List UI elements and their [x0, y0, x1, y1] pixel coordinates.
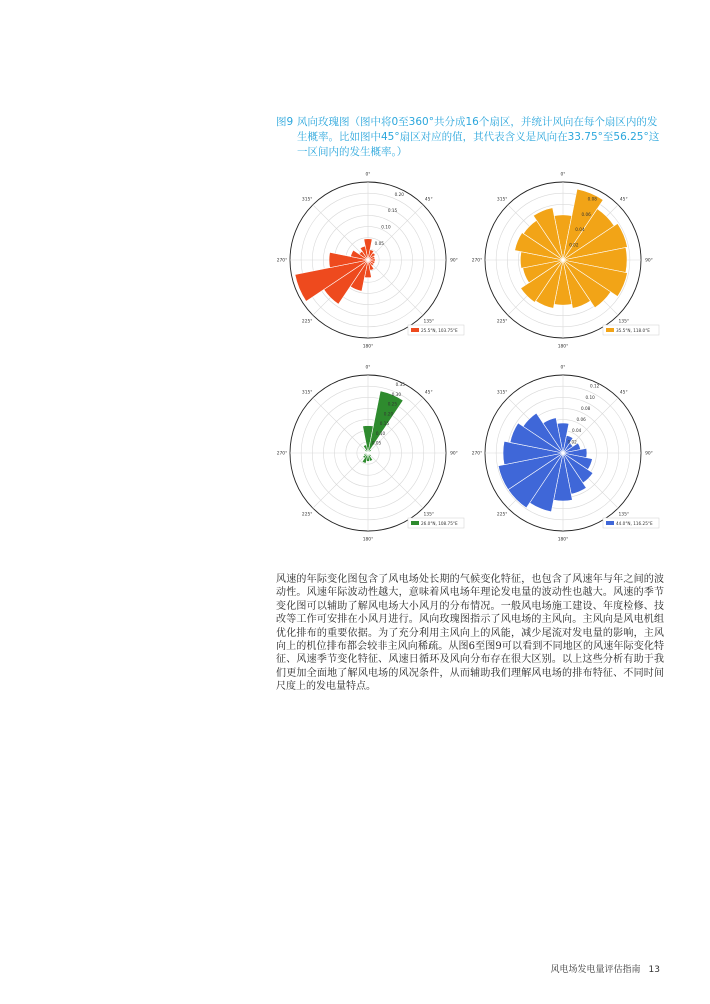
figure-caption	[276, 115, 666, 160]
legend-swatch	[606, 521, 614, 525]
wind-rose-1	[277, 172, 464, 350]
radial-tick-label: 0.25	[387, 401, 398, 407]
wind-rose-figure	[270, 170, 670, 550]
direction-label: 180°	[557, 344, 569, 350]
footer-title: 风电场发电量评估指南	[550, 965, 641, 975]
grid-spoke	[313, 453, 368, 508]
direction-label: 225°	[301, 319, 313, 325]
direction-label: 90°	[450, 451, 458, 457]
direction-label: 315°	[496, 390, 508, 396]
radial-tick-label: 0.08	[587, 196, 597, 202]
direction-label: 180°	[362, 537, 374, 543]
radial-tick-label: 0.10	[381, 224, 391, 230]
page-number: 13	[648, 965, 660, 975]
legend-label: 26.0°N, 108.75°E	[421, 520, 458, 526]
direction-label: 0°	[560, 172, 566, 178]
direction-label: 0°	[365, 172, 371, 178]
wind-rose-3	[277, 365, 464, 543]
direction-label: 135°	[423, 319, 435, 325]
radial-tick-label: 0.05	[374, 241, 384, 247]
wind-rose-2	[472, 172, 659, 350]
direction-label: 135°	[618, 512, 630, 518]
radial-tick-label: 0.06	[576, 417, 586, 423]
radial-tick-label: 0.20	[383, 411, 394, 417]
grid-spoke	[368, 260, 423, 315]
radial-tick-label: 0.35	[395, 382, 405, 388]
radial-tick-label: 0.10	[585, 394, 595, 400]
legend-label: 35.5°N, 118.0°E	[616, 327, 650, 333]
direction-label: 135°	[618, 319, 630, 325]
radial-tick-label: 0.02	[569, 242, 579, 248]
body-paragraph: 风速的年际变化图包含了风电场处长期的气候变化特征，也包含了风速年与年之间的波动性。风速年际波动性越大，意味着风电场年理论发电量的波动性也越大。风速的季节变化图可以辅助了解风电场大小风月的分布情况。一般风电场施工建设、年度检修、技改等工作可安排在小风月进行。风向玫瑰图指示了风电场的主风向。主风向是风电机组优化排布的重要依据。为了充分利用主风向上的风能，减少尾流对发电量的影响，主风向上的机位排布都会较非主风向稀疏。从图6至图9可以看到不同地区的风速年际变化特征、风速季节变化特征、风速日循环及风向分布存在很大区别。以上这些分析有助于我们更加全面地了解风电场的风况条件，从而辅助我们理解风电场的排布特征、不同时间尺度上的发电量特点。	[276, 574, 664, 693]
radial-tick-label: 0.04	[572, 428, 582, 434]
direction-label: 45°	[619, 390, 628, 396]
radial-tick-label: 0.05	[371, 440, 382, 446]
direction-label: 90°	[450, 258, 458, 264]
direction-label: 180°	[557, 537, 569, 543]
direction-label: 270°	[471, 258, 483, 264]
radial-tick-label: 0.08	[581, 406, 591, 411]
direction-label: 90°	[645, 451, 653, 457]
grid-spoke	[313, 398, 368, 453]
direction-label: 270°	[276, 451, 288, 457]
radial-tick-label: 0.15	[379, 421, 390, 427]
direction-label: 225°	[496, 319, 508, 325]
legend-swatch	[411, 328, 419, 332]
page-footer	[551, 962, 660, 975]
direction-label: 90°	[645, 258, 653, 264]
radial-tick-label: 0.20	[394, 191, 404, 197]
direction-label: 45°	[424, 197, 433, 203]
radial-tick-label: 0.10	[375, 431, 386, 436]
direction-label: 0°	[365, 365, 371, 371]
radial-tick-label: 0.02	[567, 439, 577, 445]
direction-label: 135°	[423, 512, 435, 518]
direction-label: 45°	[424, 390, 433, 396]
direction-label: 270°	[471, 451, 483, 457]
radial-tick-label: 0.15	[387, 208, 398, 214]
direction-label: 225°	[301, 512, 313, 518]
radial-tick-label: 0.12	[590, 383, 600, 389]
figure-caption-text: 风向玫瑰图（图中将0至360°共分成16个扇区，并统计风向在每个扇区内的发生概率。比如图中45°扇区对应的值，其代表含义是风向在33.75°至56.25°这一区间内的发生概率。）	[297, 116, 660, 158]
wind-rose-4	[472, 365, 659, 543]
legend-label: 44.0°N, 116.25°E	[616, 520, 653, 526]
radial-tick-label: 0.30	[391, 391, 402, 397]
legend-swatch	[411, 521, 419, 525]
radial-tick-label: 0.06	[581, 211, 591, 217]
direction-label: 180°	[362, 344, 374, 350]
direction-label: 0°	[560, 365, 566, 371]
legend-label: 25.5°N, 103.75°E	[421, 327, 458, 333]
direction-label: 225°	[496, 512, 508, 518]
wind-rose-panels	[270, 170, 670, 550]
grid-spoke	[368, 453, 423, 508]
figure-label: 图9	[276, 116, 294, 128]
direction-label: 315°	[496, 197, 508, 203]
legend-swatch	[606, 328, 614, 332]
direction-label: 45°	[619, 197, 628, 203]
direction-label: 270°	[276, 258, 288, 264]
grid-spoke	[313, 205, 368, 260]
radial-tick-label: 0.04	[575, 227, 585, 232]
direction-label: 315°	[301, 390, 313, 396]
direction-label: 315°	[301, 197, 313, 203]
